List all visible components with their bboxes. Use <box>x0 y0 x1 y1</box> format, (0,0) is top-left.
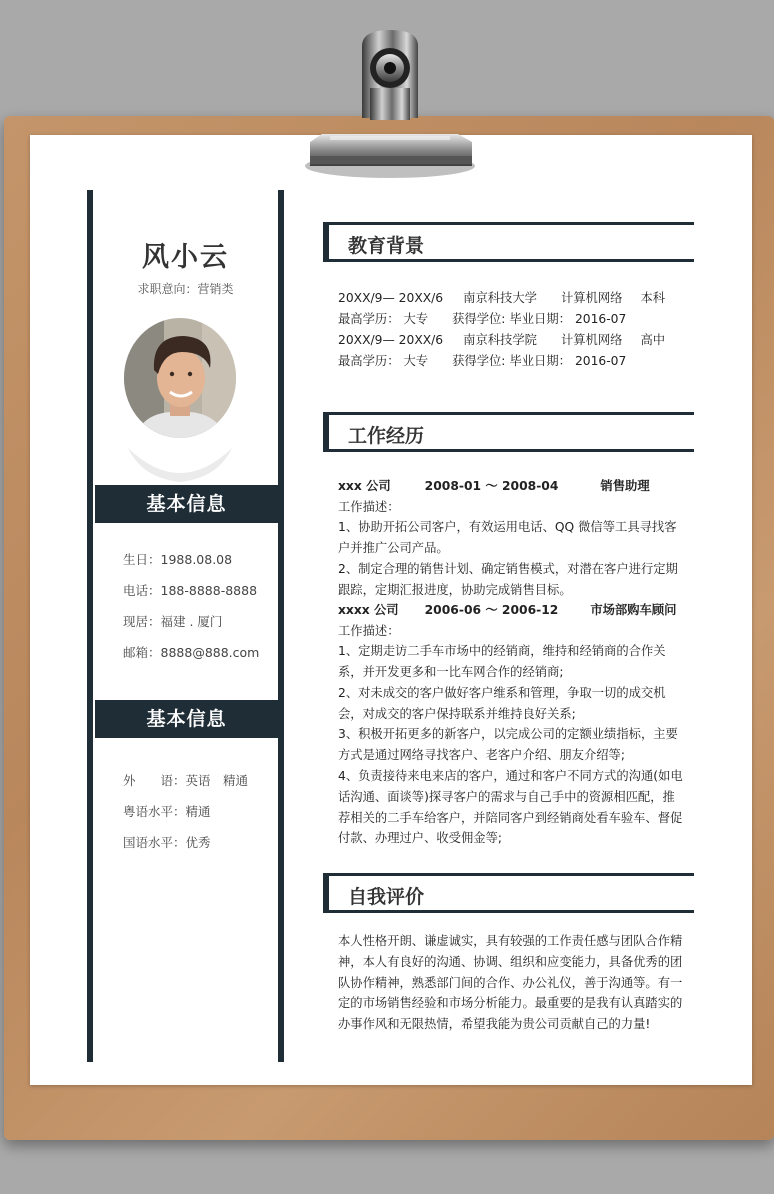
info-foreign-language: 外 语：英语 精通 <box>123 773 249 788</box>
job-1-header: xxx 公司 2008-01 ～ 2008-04 销售助理 <box>338 479 650 493</box>
self-eval-header <box>323 873 694 913</box>
avatar <box>124 318 236 438</box>
info-location: 现居：福建 . 厦门 <box>123 614 223 629</box>
education-title: 教育背景 <box>348 235 425 257</box>
sidebar-left-border <box>87 190 93 1062</box>
binder-clip-icon <box>300 26 480 182</box>
job-2-desc-4: 4、负责接待来电来店的客户，通过和客户不同方式的沟通(如电话沟通、面谈等)探寻客户的需求与自己手中的资源相匹配，推荐相关的二手车给客户，并陪同客户到经销商处看车验车、督促付款、办理过户、收受佣金等; <box>338 769 683 846</box>
job-1-desc-2: 2、制定合理的销售计划、确定销售模式，对潜在客户进行定期跟踪，定期汇报进度，协助完成销售目标。 <box>338 562 678 597</box>
work-title: 工作经历 <box>348 425 425 447</box>
avatar-reflection <box>128 448 232 484</box>
self-eval-title: 自我评价 <box>348 886 425 908</box>
info-birthday: 生日：1988.08.08 <box>123 552 233 567</box>
sidebar-right-border <box>278 190 284 1062</box>
info-email: 邮箱：8888@888.com <box>123 645 260 660</box>
info-cantonese: 粤语水平：精通 <box>123 804 211 819</box>
job-1-desc-1: 1、协助开拓公司客户，有效运用电话、QQ 微信等工具寻找客户并推广公司产品。 <box>338 520 677 555</box>
info-mandarin: 国语水平：优秀 <box>123 835 211 850</box>
edu-entry-1-line-1: 20XX/9— 20XX/6 南京科技大学 计算机网络 本科 <box>338 291 666 305</box>
job-1-desc-label: 工作描述： <box>338 500 400 514</box>
job-2-desc-label: 工作描述： <box>338 624 400 638</box>
job-2-header: xxxx 公司 2006-06 ～ 2006-12 市场部购车顾问 <box>338 603 677 617</box>
edu-entry-2-line-2: 最高学历： 大专 获得学位: 毕业日期： 2016-07 <box>338 354 627 368</box>
edu-entry-2-line-1: 20XX/9— 20XX/6 南京科技学院 计算机网络 高中 <box>338 333 666 347</box>
candidate-name: 风小云 <box>142 242 229 273</box>
self-eval-text: 本人性格开朗、谦虚诚实，具有较强的工作责任感与团队合作精神，本人有良好的沟通、协调、组织和应变能力，具备优秀的团队协作精神，熟悉部门间的合作、办公礼仪，善于沟通等。有一定的市场销售经验和市场分析能力。最重要的是我有认真踏实的办事作风和无限热情，希望我能为贵公司贡献自己的力量! <box>338 934 683 1032</box>
info-phone: 电话：188-8888-8888 <box>123 583 258 598</box>
job-intent: 求职意向：营销类 <box>137 282 234 296</box>
work-header <box>323 412 694 452</box>
basic-info-header: 基本信息 <box>95 485 278 523</box>
job-2-desc-2: 2、对未成交的客户做好客户维系和管理，争取一切的成交机会，对成交的客户保持联系并维持良好关系; <box>338 686 666 721</box>
edu-entry-1-line-2: 最高学历： 大专 获得学位: 毕业日期： 2016-07 <box>338 312 627 326</box>
job-2-desc-1: 1、定期走访二手车市场中的经销商，维持和经销商的合作关系，并开发更多和一比车网合作的经销商; <box>338 644 666 679</box>
language-info-header: 基本信息 <box>95 700 278 738</box>
education-header <box>323 222 694 262</box>
job-2-desc-3: 3、积极开拓更多的新客户，以完成公司的定额业绩指标，主要方式是通过网络寻找客户、老客户介绍、朋友介绍等; <box>338 727 678 762</box>
